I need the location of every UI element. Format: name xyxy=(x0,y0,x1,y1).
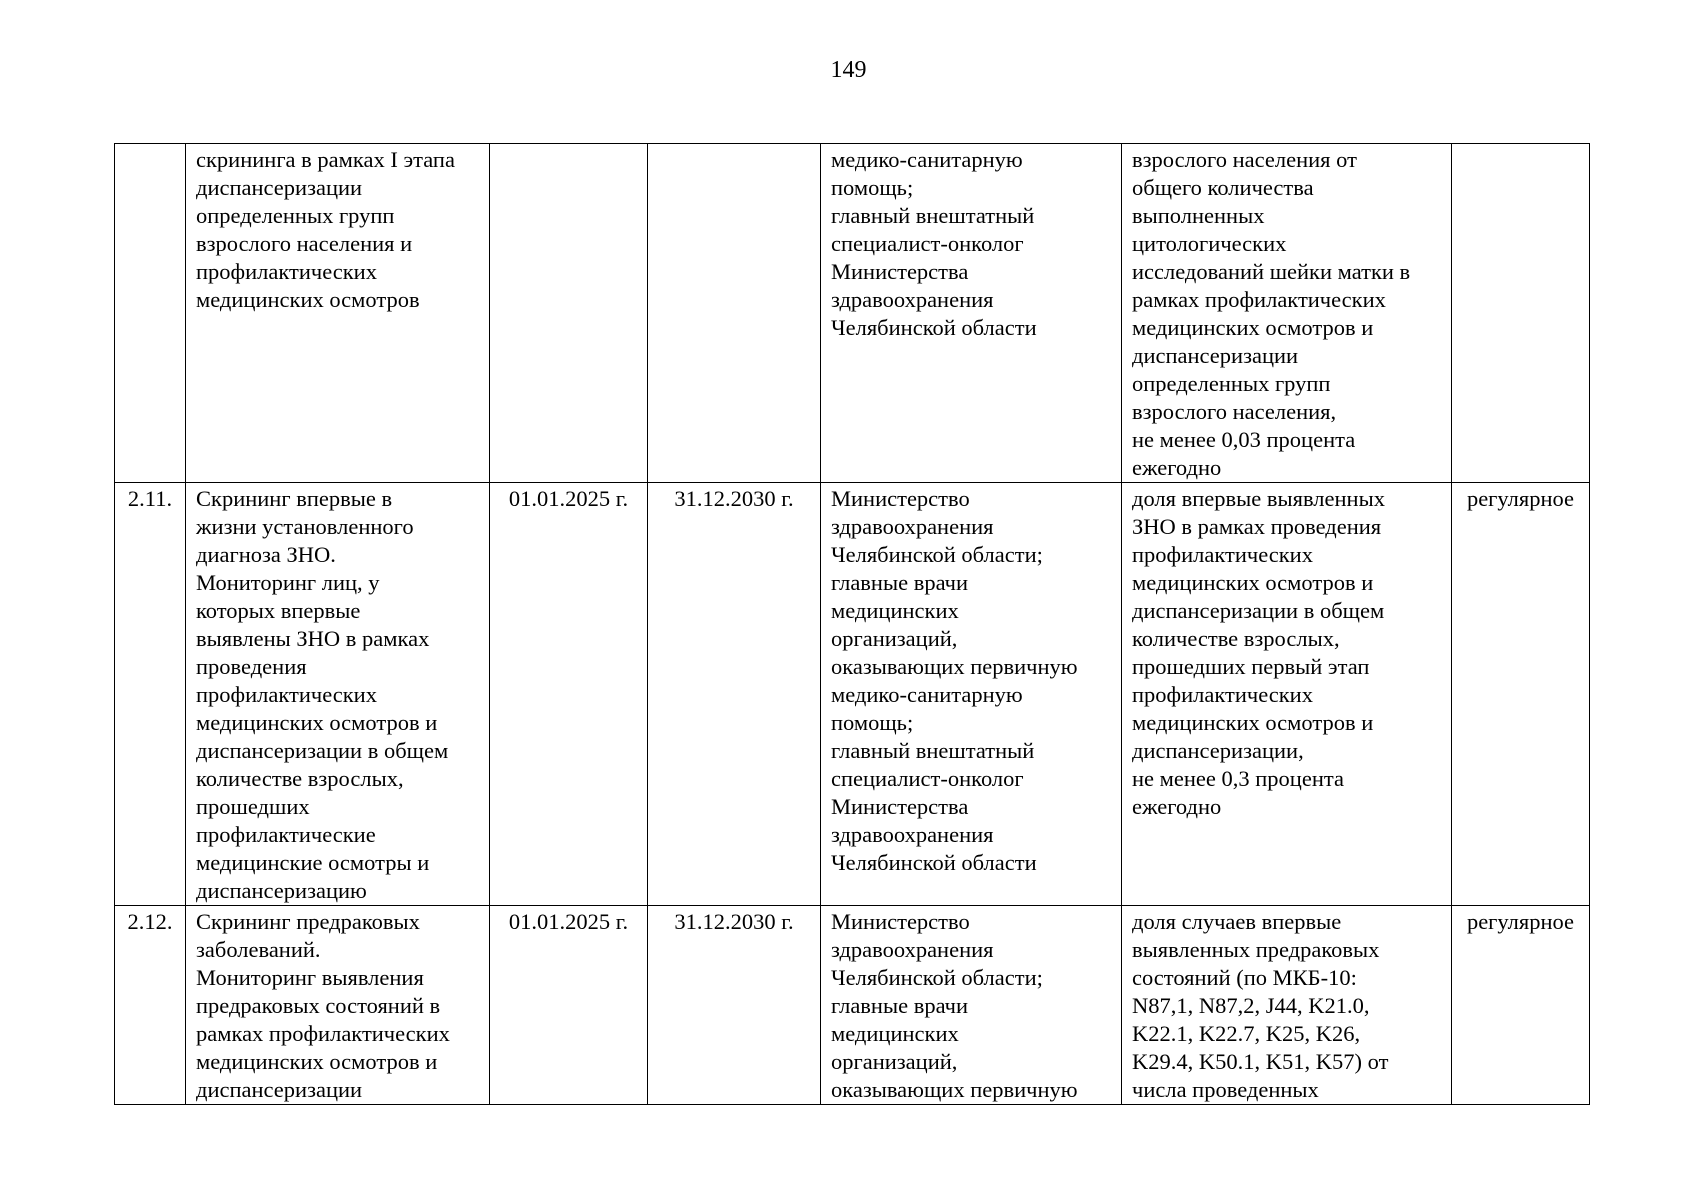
measures-table xyxy=(114,143,1590,1105)
table-row xyxy=(115,483,1590,906)
indicator-cell: взрослого населения от общего количества выполненных цитологических исследований шейки матки в рамках профилактических медицинских осмотров и диспансеризации определенных групп взрослого населения, не менее 0,03 процента ежегодно xyxy=(1122,144,1452,483)
type-cell: регулярное xyxy=(1452,483,1590,906)
end-date-cell: 31.12.2030 г. xyxy=(648,906,821,1105)
indicator-cell: доля случаев впервые выявленных предраковых состояний (по МКБ-10: N87,1, N87,2, J44, K21.0, K22.1, K22.7, K25, K26, K29.4, K50.1, K51, K57) от числа проведенных xyxy=(1122,906,1452,1105)
end-date-cell: 31.12.2030 г. xyxy=(648,483,821,906)
activity-cell: Скрининг предраковых заболеваний. Мониторинг выявления предраковых состояний в рамках профилактических медицинских осмотров и диспансеризации xyxy=(186,906,490,1105)
start-date-cell: 01.01.2025 г. xyxy=(490,906,648,1105)
table-row xyxy=(115,906,1590,1105)
activity-cell: скрининга в рамках I этапа диспансеризации определенных групп взрослого населения и профилактических медицинских осмотров xyxy=(186,144,490,483)
row-number-cell xyxy=(115,144,186,483)
row-number-cell: 2.12. xyxy=(115,906,186,1105)
responsible-cell: медико-санитарную помощь; главный внештатный специалист-онколог Министерства здравоохранения Челябинской области xyxy=(821,144,1122,483)
row-number-cell: 2.11. xyxy=(115,483,186,906)
activity-cell: Скрининг впервые в жизни установленного диагноза ЗНО. Мониторинг лиц, у которых впервые выявлены ЗНО в рамках проведения профилактических медицинских осмотров и диспансеризации в общем количестве взрослых, прошедших профилактические медицинские осмотры и диспансеризацию xyxy=(186,483,490,906)
start-date-cell: 01.01.2025 г. xyxy=(490,483,648,906)
type-cell: регулярное xyxy=(1452,906,1590,1105)
type-cell xyxy=(1452,144,1590,483)
page-number: 149 xyxy=(830,57,867,83)
responsible-cell: Министерство здравоохранения Челябинской области; главные врачи медицинских организаций, оказывающих первичную медико-санитарную помощь; главный внештатный специалист-онколог Министерства здравоохранения Челябинской области xyxy=(821,483,1122,906)
table-row xyxy=(115,144,1590,483)
responsible-cell: Министерство здравоохранения Челябинской области; главные врачи медицинских организаций, оказывающих первичную xyxy=(821,906,1122,1105)
start-date-cell xyxy=(490,144,648,483)
indicator-cell: доля впервые выявленных ЗНО в рамках проведения профилактических медицинских осмотров и диспансеризации в общем количестве взрослых, прошедших первый этап профилактических медицинских осмотров и диспансеризации, не менее 0,3 процента ежегодно xyxy=(1122,483,1452,906)
end-date-cell xyxy=(648,144,821,483)
